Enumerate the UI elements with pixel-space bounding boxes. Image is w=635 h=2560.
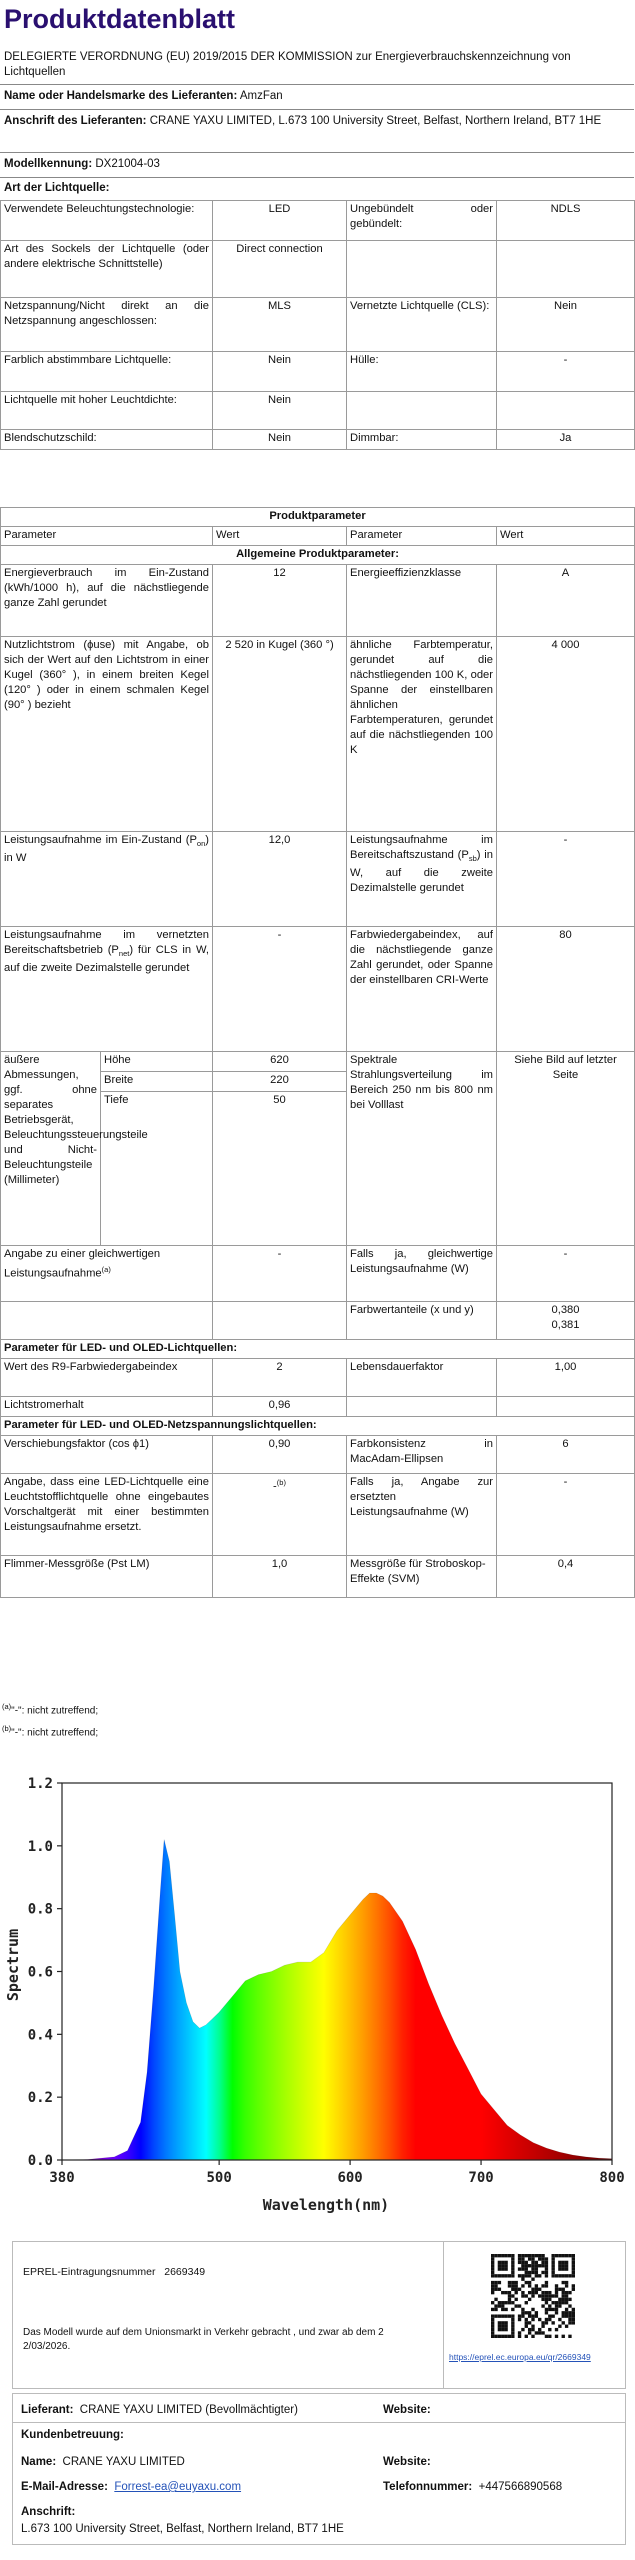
empty-cell [497,392,635,430]
envelope-label: Hülle: [347,352,497,392]
table-row [1,1052,635,1072]
column-header-value: Wert [497,527,635,546]
page-title: Produktdatenblatt [4,4,236,34]
efficiency-class-value: A [497,565,635,637]
table-row [1,1556,635,1598]
empty-cell [1,1302,213,1340]
table-row [1,1474,635,1556]
on-mode-power-value: 12,0 [213,832,347,927]
y-tick-label: 1.2 [27,1776,53,1792]
cap-type-label: Art des Sockels der Lichtquelle (oder andere elektrische Schnittstelle) [1,241,213,298]
efficiency-class-label: Energieeffizienzklasse [347,565,497,637]
mains-label: Netzspannung/Nicht direkt an die Netzspannung angeschlossen: [1,298,213,352]
product-parameters-table [0,507,635,1598]
eprel-number [23,2266,205,2278]
address-label: Anschrift des Lieferanten: [4,115,147,127]
divider [13,2422,625,2423]
y-tick-label: 0.6 [27,1964,53,1981]
supplier-contact-row [21,2404,298,2416]
table-row [1,1246,635,1302]
energy-consumption-label: Energieverbrauch im Ein-Zustand (kWh/1000 h), auf die nächstliegende ganze Zahl gerundet [1,565,213,637]
table-row [1,1417,635,1436]
supplier-contact-label: Lieferant: [21,2404,74,2416]
power-factor-value: 0,90 [213,1436,347,1474]
replacement-power-label: Falls ja, Angabe zur ersetzten Leistungsaufnahme (W) [347,1474,497,1556]
eprel-link[interactable]: https://eprel.ec.europa.eu/qr/2669349 [449,2352,591,2362]
table-row [1,565,635,637]
qr-code-graphic [491,2254,575,2338]
equivalent-power-yes-value: - [497,1246,635,1302]
chromaticity-y: 0,381 [551,1319,580,1331]
supplier-website-row [383,2404,431,2416]
spectral-distribution-value: Siehe Bild auf letzter Seite [497,1052,635,1246]
dimension-depth-label: Tiefe [101,1092,213,1246]
dimension-height-label: Höhe [101,1052,213,1072]
equivalent-power-yes-label: Falls ja, gleichwertige Leistungsaufnahme (W) [347,1246,497,1302]
table-row [1,508,635,527]
energy-consumption-value: 12 [213,565,347,637]
chromaticity-value [497,1302,635,1340]
product-parameters-heading: Produktparameter [1,508,635,527]
high-luminance-value: Nein [213,392,347,430]
table-row [1,392,635,430]
power-factor-label: Verschiebungsfaktor (cos ϕ1) [1,1436,213,1474]
chart-layer [28,1776,625,2186]
y-tick-label: 0.8 [27,1901,53,1918]
y-tick-label: 0.2 [27,2090,53,2107]
envelope-value: - [497,352,635,392]
dimension-width-label: Breite [101,1072,213,1092]
table-row [1,1302,635,1340]
luminous-flux-value: 2 520 in Kugel (360 °) [213,637,347,832]
equivalent-power-value: - [213,1246,347,1302]
mains-led-parameters-heading: Parameter für LED- und OLED-Netzspannungslichtquellen: [1,1417,635,1436]
model-label: Modellkennung: [4,158,93,170]
equivalent-power-label: Angabe zu einer gleichwertigen Leistungsaufnahme$^{(a)}$ [1,1246,213,1302]
customer-website-label: Website: [383,2456,431,2468]
r9-value: 2 [213,1359,347,1397]
dimension-width-value: 220 [213,1072,347,1092]
table-row [1,430,635,450]
divider [0,109,634,110]
color-temperature-value: 4 000 [497,637,635,832]
table-row [1,298,635,352]
cls-label: Vernetzte Lichtquelle (CLS): [347,298,497,352]
spectrum-area [62,1840,612,2161]
footnote-a: $^{(a)}$"-": nicht zutreffend; [2,1702,99,1717]
customer-website-row [383,2456,431,2468]
high-luminance-label: Lichtquelle mit hoher Leuchtdichte: [1,392,213,430]
standby-power-value: - [497,832,635,927]
stroboscopic-value: 0,4 [497,1556,635,1598]
y-axis-label: Spectrum [4,1928,22,2002]
on-mode-power-label: Leistungsaufnahme im Ein-Zustand $(P_{on})$ in W [1,832,213,927]
x-tick-label: 700 [468,2170,494,2186]
footnote-b: $^{(b)}$"-": nicht zutreffend; [2,1724,99,1739]
light-source-type-heading: Art der Lichtquelle: [4,182,110,194]
networked-standby-value: - [213,927,347,1052]
table-row [1,201,635,241]
supplier-contact-value: CRANE YAXU LIMITED (Bevollmächtigter) [79,2404,298,2416]
model-value: DX21004-03 [95,158,160,170]
divider [443,2242,444,2388]
empty-cell [347,241,497,298]
survival-factor-label: Lebensdauerfaktor [347,1359,497,1397]
table-row [1,832,635,927]
x-tick-label: 380 [49,2170,75,2186]
table-row [1,1340,635,1359]
x-tick-label: 500 [206,2170,232,2186]
regulation-subtitle: DELEGIERTE VERORDNUNG (EU) 2019/2015 DER KOMMISSION zur Energieverbrauchskennzeichnung von Lichtquellen [4,51,571,78]
empty-cell [347,392,497,430]
empty-cell [497,241,635,298]
qr-code [491,2254,575,2343]
divider [0,84,634,85]
table-row [1,1436,635,1474]
phone-label: Telefonnummer: [383,2481,473,2493]
replacement-power-value: - [497,1474,635,1556]
empty-cell [213,1302,347,1340]
cri-label: Farbwiedergabeindex, auf die nächstliegende ganze Zahl gerundet, oder Spanne der einstellbaren CRI-Werte [347,927,497,1052]
eprel-card [12,2241,626,2389]
x-axis-label: Wavelength(nm) [262,2196,390,2214]
chromaticity-label: Farbwertanteile (x und y) [347,1302,497,1340]
divider [0,177,634,178]
dimension-height-value: 620 [213,1052,347,1072]
trademark-row [4,89,630,104]
eprel-number-label: EPREL-Eintragungsnummer [23,2266,156,2278]
table-row [1,637,635,832]
lumen-maintenance-label: Lichtstromerhalt [1,1397,213,1417]
replacement-claim-label: Angabe, dass eine LED-Lichtquelle eine Leuchtstofflichtquelle ohne eingebautes Vorschaltgerät mit einer bestimmten Leistungsaufnahme ersetzt. [1,1474,213,1556]
eprel-number-value: 2669349 [164,2266,206,2278]
technology-value: LED [213,201,347,241]
contact-address-value: L.673 100 University Street, Belfast, Northern Ireland, BT7 1HE [21,2523,344,2535]
macadam-label: Farbkonsistenz in MacAdam-Ellipsen [347,1436,497,1474]
phone-value: +447566890568 [478,2481,563,2493]
empty-cell [497,1397,635,1417]
email-label: E-Mail-Adresse: [21,2481,108,2493]
customer-name-row [21,2456,185,2468]
directional-value: NDLS [497,201,635,241]
table-header-row [1,527,635,546]
dimension-depth-value: 50 [213,1092,347,1246]
mains-value: MLS [213,298,347,352]
table-row [1,1397,635,1417]
flicker-label: Flimmer-Messgröße (Pst LM) [1,1556,213,1598]
color-temperature-label: ähnliche Farbtemperatur, gerundet auf die nächstliegenden 100 K, oder Spanne der einstellbaren ähnlichen Farbtemperaturen, gerundet auf die nächstliegenden 100 K [347,637,497,832]
table-row [1,352,635,392]
stroboscopic-label: Messgröße für Stroboskop-Effekte (SVM) [347,1556,497,1598]
anti-glare-label: Blendschutzschild: [1,430,213,450]
anti-glare-value: Nein [213,430,347,450]
technology-label: Verwendete Beleuchtungstechnologie: [1,201,213,241]
directional-label: Ungebündelt oder gebündelt: [347,201,497,241]
survival-factor-value: 1,00 [497,1359,635,1397]
dimmable-label: Dimmbar: [347,430,497,450]
contact-address-label: Anschrift: [21,2506,76,2518]
networked-standby-label: Leistungsaufnahme im vernetzten Bereitschaftsbetrieb $(P_{net})$ für CLS in W, auf die zweite Dezimalstelle gerundet [1,927,213,1052]
table-row [1,1359,635,1397]
customer-name-value: CRANE YAXU LIMITED [62,2456,185,2468]
r9-label: Wert des R9-Farbwiedergabeindex [1,1359,213,1397]
tunable-value: Nein [213,352,347,392]
flicker-value: 1,0 [213,1556,347,1598]
y-tick-label: 0.4 [27,2027,53,2044]
led-parameters-heading: Parameter für LED- und OLED-Lichtquellen: [1,1340,635,1359]
market-placement-text: Das Modell wurde auf dem Unionsmarkt in Verkehr gebracht , und zwar ab dem 2 2/03/2026. [23,2327,384,2352]
chromaticity-x: 0,380 [551,1304,580,1316]
replacement-claim-value: -$^{(b)}$ [213,1474,347,1556]
table-row [1,241,635,298]
model-row [4,157,630,172]
cap-type-value: Direct connection [213,241,347,298]
general-parameters-heading: Allgemeine Produktparameter: [1,546,635,565]
trademark-value: AmzFan [239,90,283,102]
customer-service-heading: Kundenbetreuung: [21,2429,124,2441]
x-tick-label: 800 [599,2170,625,2186]
lumen-maintenance-value: 0,96 [213,1397,347,1417]
spectral-distribution-label: Spektrale Strahlungsverteilung im Bereich 250 nm bis 800 nm bei Volllast [347,1052,497,1246]
email-row [21,2481,241,2493]
phone-row [383,2481,562,2493]
macadam-value: 6 [497,1436,635,1474]
tunable-label: Farblich abstimmbare Lichtquelle: [1,352,213,392]
cri-value: 80 [497,927,635,1052]
dimmable-value: Ja [497,430,635,450]
customer-name-label: Name: [21,2456,57,2468]
dimensions-label: äußere Abmessungen, ggf. ohne separates Betriebsgerät, Beleuchtungssteuerungsteile und Nicht-Beleuchtungsteile (Millimeter) [1,1052,101,1246]
cls-value: Nein [497,298,635,352]
y-tick-label: 1.0 [27,1838,53,1855]
trademark-label: Name oder Handelsmarke des Lieferanten: [4,90,238,102]
standby-power-label: Leistungsaufnahme im Bereitschaftszustand $(P_{sb})$ in W, auf die zweite Dezimalstelle gerundet [347,832,497,927]
column-header-value: Wert [213,527,347,546]
address-value: CRANE YAXU LIMITED, L.673 100 University Street, Belfast, Northern Ireland, BT7 1HE [149,115,602,127]
empty-cell [347,1397,497,1417]
table-row [1,927,635,1052]
address-row [4,114,630,129]
divider [0,152,634,153]
light-source-type-table [0,200,635,450]
supplier-website-label: Website: [383,2404,431,2416]
spectrum-chart [0,1765,634,2220]
column-header-parameter: Parameter [1,527,213,546]
table-row [1,546,635,565]
x-tick-label: 600 [337,2170,363,2186]
email-link[interactable]: Forrest-ea@euyaxu.com [114,2481,242,2493]
column-header-parameter: Parameter [347,527,497,546]
luminous-flux-label: Nutzlichtstrom (ϕuse) mit Angabe, ob sich der Wert auf den Lichtstrom in einer Kugel (360° ), in einem breiten Kegel (120° ) oder in einem schmalen Kegel (90° ) bezieht [1,637,213,832]
y-tick-label: 0.0 [27,2153,53,2169]
contact-card [12,2393,626,2545]
